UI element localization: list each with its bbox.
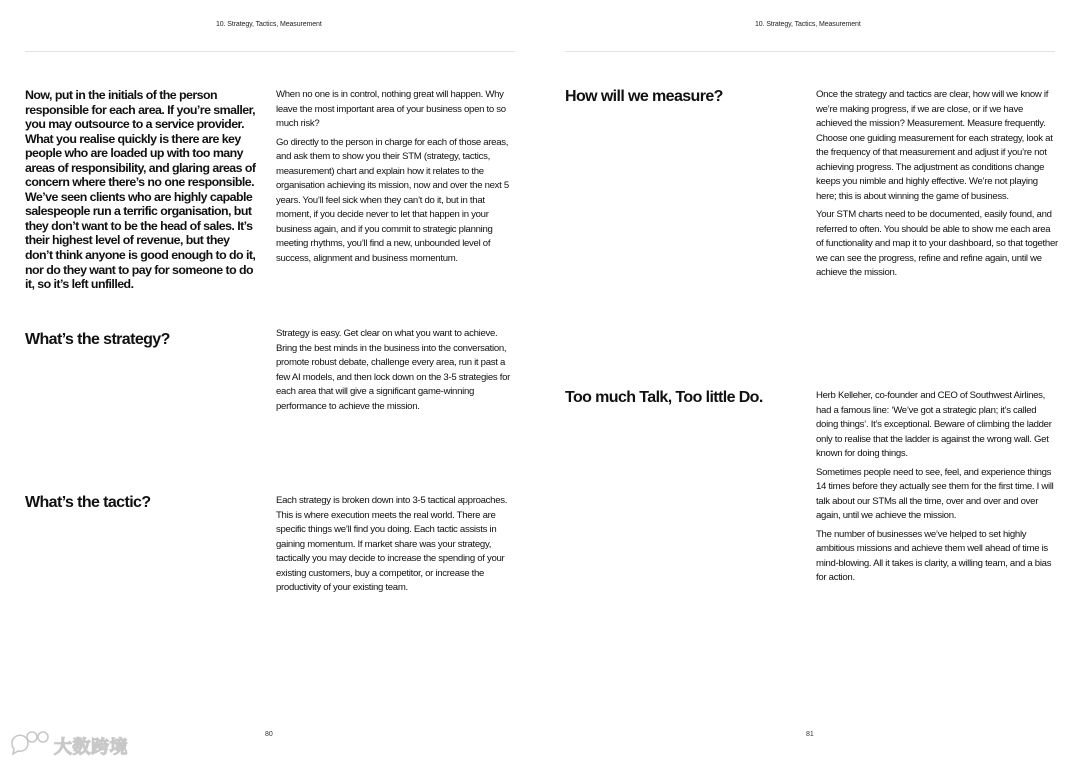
header-rule [25,51,515,52]
intro-paragraph-1: When no one is in control, nothing great will happen. Why leave the most important area of your business open to so much risk? [276,89,506,129]
right-page [540,0,1080,764]
intro-pull-text: Now, put in the initials of the person responsible for each area. If you’re smaller, you may outsource to a service provider. What you realise quickly is there are key people who are loaded up with too many areas of responsibility, and glaring areas of concern where there’s no one responsible. We’ve seen clients who are highly capable salespeople run a terrific organisation, but they don’t want to be the head of sales. It’s their highest level of revenue, but they don’t think anyone is good enough to do it, nor do they want to pay for someone to do it, so it’s left unfilled. [25,88,256,292]
tactic-body [276,494,518,600]
strategy-body [276,327,518,418]
measure-body [816,88,1058,285]
header-rule [565,51,1055,52]
talk-paragraph-1: Herb Kelleher, co-founder and CEO of Southwest Airlines, had a famous line: ‘We’ve got a strategic plan; it’s called doing things’. It’s exceptional. Beware of climbing the ladder only to realise that the ladder is against the wrong wall. Get known for doing things. [816,390,1052,459]
watermark-text: 大数跨境 [54,737,128,757]
chat-bubble-logo-icon [8,728,52,758]
measure-paragraph-1: Once the strategy and tactics are clear, how will we know if we’re making progress, if we are close, or if we have achieved the mission? Measurement. Measure frequently. Choose one guiding measurement for each strategy, look at the frequency of that measurement and adjust if you’re not achieving progress. The adjustment as conditions change keeps you nimble and highly effective. We’re not playing here; this is about winning the game of business. [816,89,1053,202]
strategy-paragraph: Strategy is easy. Get clear on what you want to achieve. Bring the best minds in the business into the conversation, promote robust debate, challenge every area, run it past a few AI models, and then lock down on the 3-5 strategies for each area that will give a significant game-winning performance to achieve the mission. [276,328,511,412]
watermark [8,728,148,760]
tactic-paragraph: Each strategy is broken down into 3-5 tactical approaches. This is where execution meets the real world. There are specific things we’ll find you doing. Each tactic assists in gaining momentum. If market share was your strategy, tactically you may decide to increase the spending of your existing customers, buy a competitor, or increase the productivity of your existing team. [276,495,508,593]
tactic-heading: What’s the tactic? [25,494,151,511]
talk-paragraph-3: The number of businesses we’ve helped to set highly ambitious missions and achieve them well ahead of time is mind-blowing. All it takes is clarity, a willing team, and a bias for action. [816,528,1052,583]
measure-heading: How will we measure? [565,88,723,105]
page-number: 80 [265,731,273,738]
talk-body [816,389,1058,590]
intro-paragraph-2: Go directly to the person in charge for each of those areas, and ask them to show you their STM (strategy, tactics, measurement) chart and explain how it relates to the organisation achieving its mission, now and over the next 5 years. You’ll feel sick when they can’t do it, but in that moment, if you decide never to let that happen in your business again, and if you commit to strategic planning meeting rhythms, you’ll find a new, unbounded level of success, alignment and business momentum. [276,136,509,264]
intro-body [276,88,518,270]
talk-paragraph-2: Sometimes people need to see, feel, and experience things 14 times before they actually see them for the first time. I will talk about our STMs all the time, over and over and over again, until we achieve the mission. [816,466,1054,521]
talk-heading: Too much Talk, Too little Do. [565,389,763,406]
measure-paragraph-2: Your STM charts need to be documented, easily found, and referred to often. You should be able to show me each area of functionality and map it to your dashboard, so that together we can see the progress, refine and refine again, until we achieve the mission. [816,209,1058,278]
running-header: 10. Strategy, Tactics, Measurement [755,21,861,28]
running-header: 10. Strategy, Tactics, Measurement [216,21,322,28]
page-number: 81 [806,731,814,738]
strategy-heading: What’s the strategy? [25,331,170,348]
